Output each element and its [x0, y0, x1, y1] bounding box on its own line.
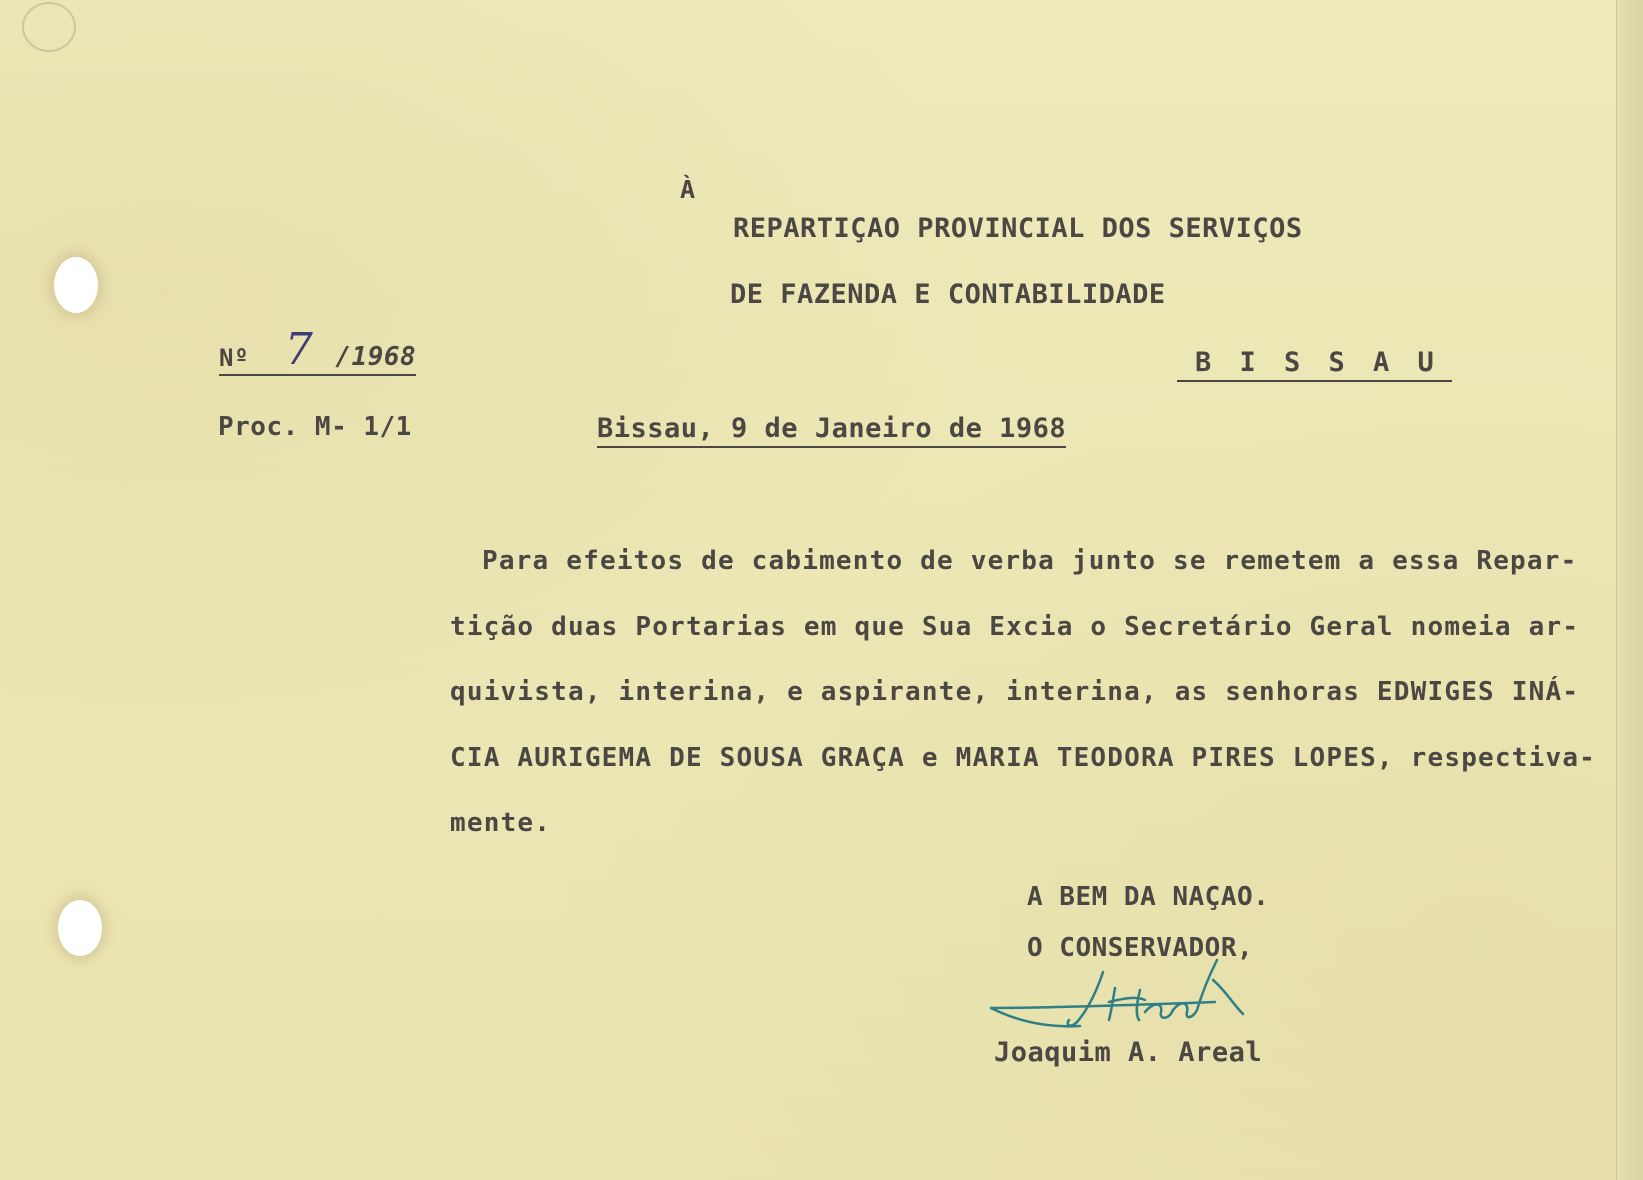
city-header: B I S S A U: [1177, 347, 1452, 382]
paper-edge-strip: [1616, 0, 1643, 1180]
punch-hole-top: [54, 257, 98, 313]
reference-number-prefix: Nº: [219, 344, 249, 372]
body-line-1: Para efeitos de cabimento de verba junto se remetem a essa Repar-: [482, 546, 1578, 576]
reference-number-handwritten: 7: [284, 324, 314, 375]
handwritten-signature: [985, 950, 1285, 1045]
signer-name: Joaquim A. Areal: [994, 1037, 1263, 1068]
date-line: Bissau, 9 de Janeiro de 1968: [597, 413, 1066, 448]
body-line-3: quivista, interina, e aspirante, interina, as senhoras EDWIGES INÁ-: [450, 677, 1580, 707]
body-line-4: CIA AURIGEMA DE SOUSA GRAÇA e MARIA TEODORA PIRES LOPES, respectiva-: [450, 743, 1597, 773]
process-reference: Proc. M- 1/1: [218, 412, 412, 442]
addressee-marker: À: [680, 175, 696, 204]
addressee-line-1: REPARTIÇAO PROVINCIAL DOS SERVIÇOS: [733, 213, 1303, 244]
closing-line-2: O CONSERVADOR,: [1027, 933, 1254, 963]
body-line-5: mente.: [450, 808, 552, 838]
closing-line-1: A BEM DA NAÇAO.: [1027, 882, 1270, 912]
faint-stamp-ring: [22, 2, 76, 52]
reference-number: [219, 324, 417, 376]
addressee-line-2: DE FAZENDA E CONTABILIDADE: [730, 279, 1166, 310]
body-line-2: tição duas Portarias em que Sua Excia o Secretário Geral nomeia ar-: [450, 612, 1580, 642]
reference-year: /1968: [335, 342, 417, 372]
punch-hole-bottom: [58, 900, 102, 956]
